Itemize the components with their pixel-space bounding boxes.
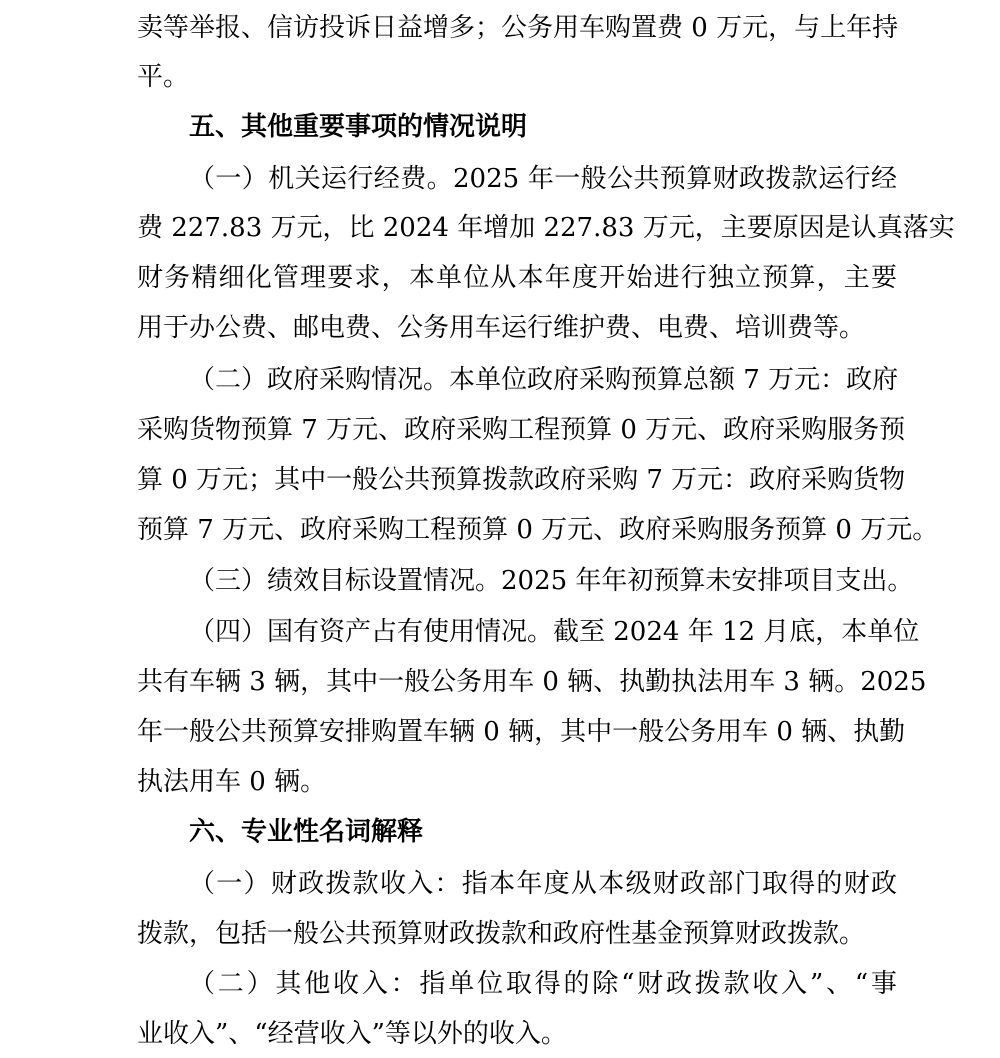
text-line-5: 费 227.83 万元，比 2024 年增加 227.83 万元，主要原因是认真落实 bbox=[137, 213, 955, 243]
text-line-2: 平。 bbox=[137, 62, 190, 92]
section-heading-5: 五、其他重要事项的情况说明 bbox=[189, 112, 528, 142]
section-heading-6: 六、专业性名词解释 bbox=[189, 817, 424, 847]
text-line-6: 财务精细化管理要求，本单位从本年度开始进行独立预算，主要 bbox=[137, 263, 897, 293]
text-line-16: 执法用车 0 辆。 bbox=[137, 767, 327, 797]
text-line-9: 采购货物预算 7 万元、政府采购工程预算 0 万元、政府采购服务预 bbox=[137, 415, 906, 445]
text-line-14: 共有车辆 3 辆，其中一般公务用车 0 辆、执勤执法用车 3 辆。2025 bbox=[137, 667, 927, 697]
text-line-18: （一）财政拨款收入：指本年度从本级财政部门取得的财政 bbox=[189, 869, 897, 899]
text-line-4: （一）机关运行经费。2025 年一般公共预算财政拨款运行经 bbox=[189, 164, 897, 194]
text-line-10: 算 0 万元；其中一般公共预算拨款政府采购 7 万元：政府采购货物 bbox=[137, 465, 906, 495]
text-line-20: （二）其他收入：指单位取得的除“财政拨款收入”、“事 bbox=[189, 969, 897, 999]
text-line-19: 拨款，包括一般公共预算财政拨款和政府性基金预算财政拨款。 bbox=[137, 919, 866, 949]
text-line-15: 年一般公共预算安排购置车辆 0 辆，其中一般公务用车 0 辆、执勤 bbox=[137, 717, 906, 747]
text-line-21: 业收入”、“经营收入”等以外的收入。 bbox=[137, 1019, 567, 1049]
text-line-7: 用于办公费、邮电费、公务用车运行维护费、电费、培训费等。 bbox=[137, 313, 866, 343]
text-line-12: （三）绩效目标设置情况。2025 年年初预算未安排项目支出。 bbox=[189, 566, 914, 596]
text-line-1: 卖等举报、信访投诉日益增多；公务用车购置费 0 万元，与上年持 bbox=[137, 13, 899, 43]
text-line-8: （二）政府采购情况。本单位政府采购预算总额 7 万元：政府 bbox=[189, 365, 899, 395]
text-line-11: 预算 7 万元、政府采购工程预算 0 万元、政府采购服务预算 0 万元。 bbox=[137, 515, 939, 545]
text-line-13: （四）国有资产占有使用情况。截至 2024 年 12 月底，本单位 bbox=[189, 617, 920, 647]
